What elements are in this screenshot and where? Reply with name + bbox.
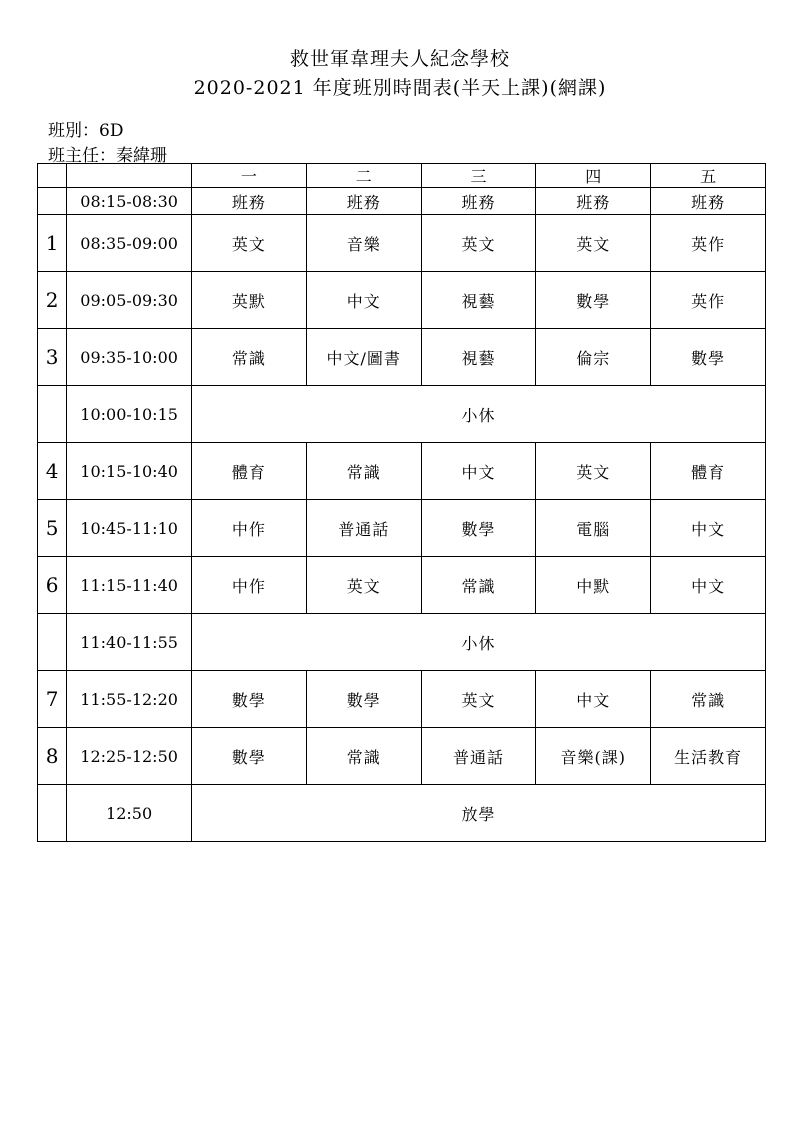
period-number bbox=[38, 386, 67, 443]
subject-cell: 中文/圖書 bbox=[306, 329, 421, 386]
period-number: 5 bbox=[38, 500, 67, 557]
subject-cell: 常識 bbox=[306, 443, 421, 500]
period-time: 11:55-12:20 bbox=[67, 671, 192, 728]
school-name: 救世軍韋理夫人紀念學校 bbox=[289, 48, 510, 70]
break-row bbox=[38, 386, 766, 443]
period-time: 10:00-10:15 bbox=[67, 386, 192, 443]
class-label: 班別：6D bbox=[48, 121, 124, 141]
period-number: 6 bbox=[38, 557, 67, 614]
subject-cell: 中作 bbox=[192, 500, 307, 557]
subject-cell: 常識 bbox=[421, 557, 536, 614]
subject-cell: 中作 bbox=[192, 557, 307, 614]
subject-cell: 普通話 bbox=[421, 728, 536, 785]
time-header-cell bbox=[67, 164, 192, 188]
subject-cell: 體育 bbox=[192, 443, 307, 500]
period-row bbox=[38, 329, 766, 386]
subject-cell: 班務 bbox=[192, 188, 307, 215]
subject-cell: 數學 bbox=[192, 671, 307, 728]
subject-cell: 常識 bbox=[651, 671, 766, 728]
period-time: 12:50 bbox=[67, 785, 192, 842]
subject-cell: 英文 bbox=[421, 671, 536, 728]
period-number: 8 bbox=[38, 728, 67, 785]
period-number: 3 bbox=[38, 329, 67, 386]
break-label: 小休 bbox=[192, 386, 766, 443]
period-number: 4 bbox=[38, 443, 67, 500]
day-header: 二 bbox=[306, 164, 421, 188]
period-number: 7 bbox=[38, 671, 67, 728]
period-number bbox=[38, 188, 67, 215]
period-time: 11:15-11:40 bbox=[67, 557, 192, 614]
period-row bbox=[38, 215, 766, 272]
period-time: 09:35-10:00 bbox=[67, 329, 192, 386]
subject-cell: 視藝 bbox=[421, 329, 536, 386]
day-header-row bbox=[38, 164, 766, 188]
period-row bbox=[38, 443, 766, 500]
subject-cell: 生活教育 bbox=[651, 728, 766, 785]
subject-cell: 數學 bbox=[421, 500, 536, 557]
subject-cell: 英默 bbox=[192, 272, 307, 329]
period-row bbox=[38, 500, 766, 557]
day-header: 五 bbox=[651, 164, 766, 188]
subject-cell: 音樂 bbox=[306, 215, 421, 272]
subject-cell: 英文 bbox=[536, 215, 651, 272]
day-header: 三 bbox=[421, 164, 536, 188]
subject-cell: 中默 bbox=[536, 557, 651, 614]
subject-cell: 體育 bbox=[651, 443, 766, 500]
subject-cell: 數學 bbox=[536, 272, 651, 329]
timetable bbox=[37, 163, 766, 842]
subject-cell: 中文 bbox=[421, 443, 536, 500]
subject-cell: 數學 bbox=[192, 728, 307, 785]
timetable-title: 2020-2021 年度班別時間表(半天上課)(網課) bbox=[193, 77, 607, 99]
period-number: 1 bbox=[38, 215, 67, 272]
homeroom-row bbox=[38, 188, 766, 215]
subject-cell: 常識 bbox=[192, 329, 307, 386]
timetable-body bbox=[38, 164, 766, 842]
subject-cell: 中文 bbox=[651, 500, 766, 557]
period-time: 10:45-11:10 bbox=[67, 500, 192, 557]
subject-cell: 中文 bbox=[651, 557, 766, 614]
subject-cell: 普通話 bbox=[306, 500, 421, 557]
subject-cell: 音樂(課) bbox=[536, 728, 651, 785]
corner-cell bbox=[38, 164, 67, 188]
break-row bbox=[38, 785, 766, 842]
subject-cell: 倫宗 bbox=[536, 329, 651, 386]
day-header: 四 bbox=[536, 164, 651, 188]
subject-cell: 中文 bbox=[306, 272, 421, 329]
subject-cell: 英作 bbox=[651, 272, 766, 329]
period-row bbox=[38, 671, 766, 728]
day-header: 一 bbox=[192, 164, 307, 188]
period-time: 08:35-09:00 bbox=[67, 215, 192, 272]
subject-cell: 英文 bbox=[421, 215, 536, 272]
break-label: 放學 bbox=[192, 785, 766, 842]
subject-cell: 數學 bbox=[306, 671, 421, 728]
break-row bbox=[38, 614, 766, 671]
period-time: 08:15-08:30 bbox=[67, 188, 192, 215]
class-teacher-label: 班主任：秦緯珊 bbox=[48, 146, 167, 166]
period-time: 10:15-10:40 bbox=[67, 443, 192, 500]
period-row bbox=[38, 272, 766, 329]
period-time: 09:05-09:30 bbox=[67, 272, 192, 329]
subject-cell: 英作 bbox=[651, 215, 766, 272]
period-number: 2 bbox=[38, 272, 67, 329]
period-time: 12:25-12:50 bbox=[67, 728, 192, 785]
subject-cell: 班務 bbox=[651, 188, 766, 215]
period-row bbox=[38, 557, 766, 614]
period-number bbox=[38, 785, 67, 842]
period-row bbox=[38, 728, 766, 785]
subject-cell: 班務 bbox=[421, 188, 536, 215]
period-time: 11:40-11:55 bbox=[67, 614, 192, 671]
subject-cell: 英文 bbox=[536, 443, 651, 500]
subject-cell: 中文 bbox=[536, 671, 651, 728]
period-number bbox=[38, 614, 67, 671]
subject-cell: 電腦 bbox=[536, 500, 651, 557]
subject-cell: 常識 bbox=[306, 728, 421, 785]
subject-cell: 班務 bbox=[536, 188, 651, 215]
subject-cell: 視藝 bbox=[421, 272, 536, 329]
subject-cell: 英文 bbox=[192, 215, 307, 272]
subject-cell: 班務 bbox=[306, 188, 421, 215]
break-label: 小休 bbox=[192, 614, 766, 671]
subject-cell: 英文 bbox=[306, 557, 421, 614]
subject-cell: 數學 bbox=[651, 329, 766, 386]
